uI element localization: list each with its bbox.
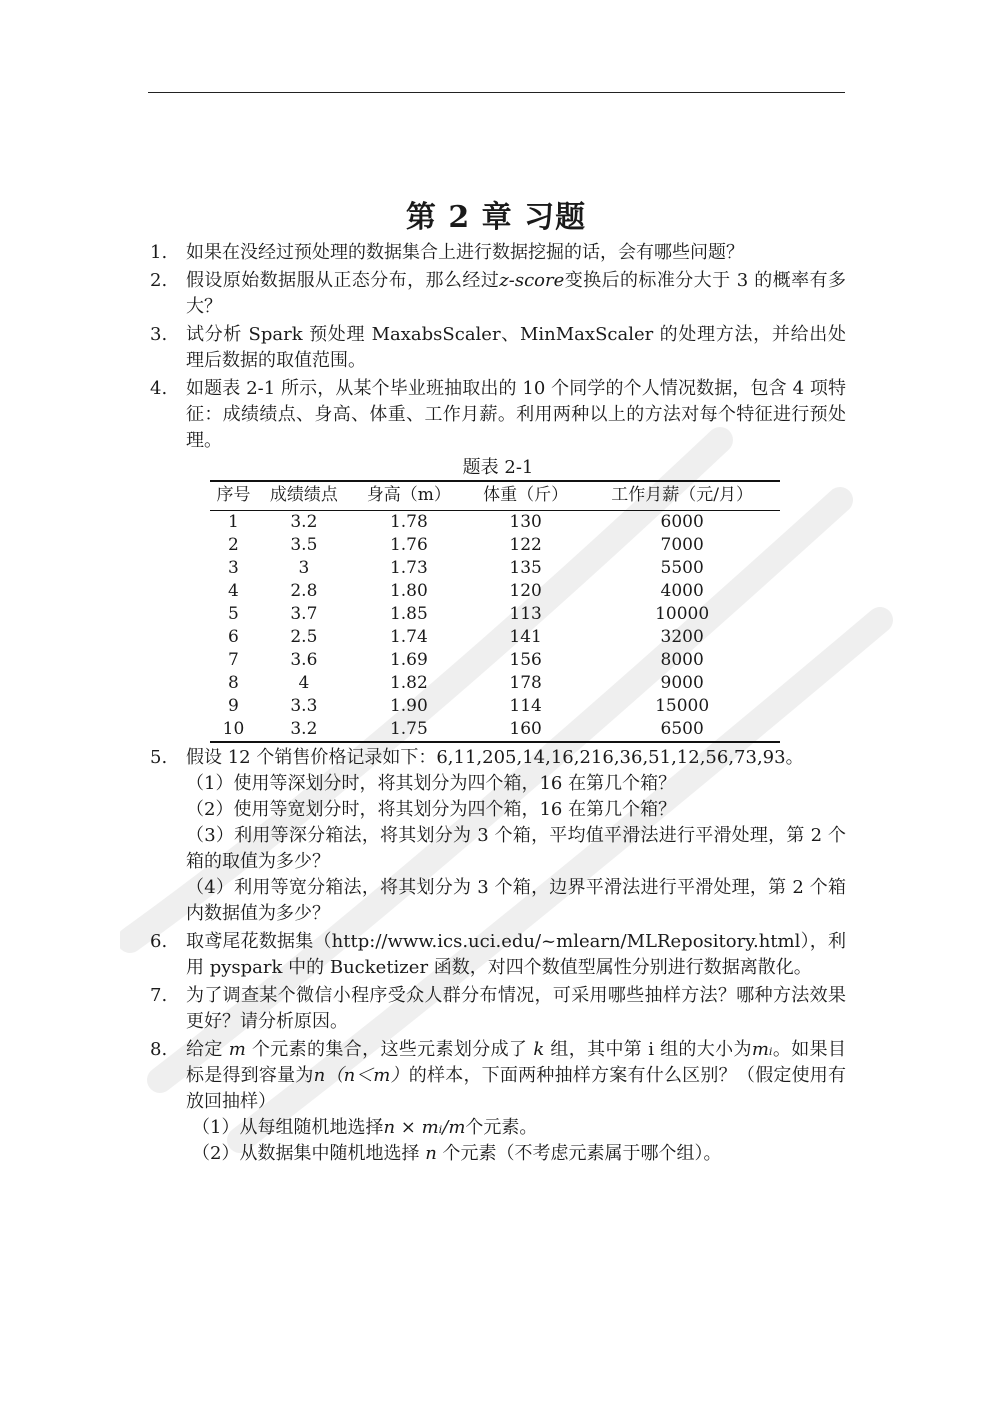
- question-4: [150, 376, 846, 743]
- sub-question: [186, 1141, 846, 1167]
- table-cell: 10: [210, 718, 257, 742]
- table-row: [210, 534, 780, 557]
- table-row: [210, 695, 780, 718]
- table-cell: 1.85: [389, 604, 428, 624]
- table-cell: 5500: [660, 558, 704, 578]
- table-body: [210, 511, 780, 743]
- question-text-part: 。如果目标是得到容量为: [186, 1039, 846, 1086]
- table-cell: 160: [467, 718, 584, 742]
- table-cell: 6500: [584, 718, 780, 742]
- question-number: 2.: [150, 270, 168, 291]
- table-header-row: [210, 481, 780, 511]
- sub-question: （2）使用等宽划分时，将其划分为四个箱，16 在第几个箱？: [186, 799, 677, 820]
- sub-question: （1）使用等深划分时，将其划分为四个箱，16 在第几个箱？: [186, 773, 677, 794]
- table-header: 成绩绩点: [257, 481, 351, 511]
- question-6: [150, 929, 846, 981]
- table-cell: 6: [228, 627, 239, 647]
- table-cell: 9000: [660, 673, 704, 693]
- table-cell: 130: [509, 512, 542, 532]
- question-text: 如题表 2-1 所示，从某个毕业班抽取出的 10 个同学的个人情况数据，包含 4 项特征：成绩绩点、身高、体重、工作月薪。利用两种以上的方法对每个特征进行预处理。: [186, 378, 846, 451]
- question-text: 如果在没经过预处理的数据集合上进行数据挖掘的话，会有哪些问题？: [186, 242, 744, 263]
- table-cell: 10000: [655, 604, 710, 624]
- question-text: [186, 1037, 846, 1115]
- table-cell: 3.3: [290, 696, 318, 716]
- question-number: 3.: [150, 324, 168, 345]
- table-cell: 1.69: [389, 650, 428, 670]
- sub-question-text: （2）从数据集中随机地选择: [192, 1143, 420, 1164]
- table-cell: 4: [228, 581, 239, 601]
- sub-question: [186, 1115, 846, 1141]
- table-cell: 114: [509, 696, 542, 716]
- table-cell: 7000: [660, 535, 704, 555]
- table-cell: 15000: [655, 696, 710, 716]
- variable-m: m: [228, 1039, 246, 1060]
- table-cell: 4: [298, 673, 310, 693]
- formula: n: [425, 1143, 437, 1164]
- question-7: [150, 983, 846, 1035]
- table-cell: 135: [509, 558, 542, 578]
- table-cell: 156: [509, 650, 542, 670]
- table-cell: 5: [228, 604, 239, 624]
- table-row: [210, 718, 780, 742]
- table-cell: 7: [228, 650, 239, 670]
- table-cell: 113: [509, 604, 542, 624]
- table-cell: 2: [228, 535, 239, 555]
- table-cell: 1.73: [389, 558, 428, 578]
- table-cell: 1.75: [351, 718, 467, 742]
- table-cell: 122: [509, 535, 542, 555]
- table-header: 工作月薪（元/月）: [584, 481, 780, 511]
- variable-n: n: [313, 1065, 326, 1086]
- question-1: [150, 240, 846, 266]
- table-header: 体重（斤）: [467, 481, 584, 511]
- question-number: 6.: [150, 931, 168, 952]
- question-2: [150, 268, 846, 320]
- question-text-part: 变换后的标准分大于 3 的概率有多大？: [186, 270, 847, 317]
- question-number: 7.: [150, 985, 168, 1006]
- table-cell: 4000: [660, 581, 704, 601]
- question-number: 5.: [150, 747, 168, 768]
- table-cell: 141: [509, 627, 542, 647]
- question-text-part: 组，其中第 i 组的大小为: [550, 1039, 752, 1060]
- table-row: [210, 603, 780, 626]
- table-row: [210, 580, 780, 603]
- table-cell: 1.82: [389, 673, 428, 693]
- formula: n × mᵢ/m: [383, 1117, 466, 1138]
- sub-question: （4）利用等宽分箱法，将其划分为 3 个箱，边界平滑法进行平滑处理，第 2 个箱内数据值为多少？: [186, 877, 846, 924]
- question-number: 4.: [150, 378, 168, 399]
- question-text: 假设 12 个销售价格记录如下：6,11,205,14,16,216,36,51,12,56,73,93。: [186, 747, 804, 768]
- table-cell: 2.5: [290, 627, 318, 647]
- table-cell: 178: [509, 673, 542, 693]
- table-cell: 1.80: [389, 581, 428, 601]
- question-3: [150, 322, 846, 374]
- question-5: [150, 745, 846, 927]
- question-text: 取鸢尾花数据集（http://www.ics.uci.edu/~mlearn/MLRepository.html），利用 pyspark 中的 Bucketizer 函数，对四个数值型属性分别进行数据离散化。: [186, 931, 846, 978]
- question-number: 1.: [150, 242, 168, 263]
- table-cell: 3.5: [290, 535, 318, 555]
- z-score-term: z-score: [499, 270, 565, 291]
- question-text: [186, 268, 846, 320]
- table-cell: 3.2: [290, 512, 318, 532]
- table-row: [210, 511, 780, 535]
- table-cell: 9: [228, 696, 239, 716]
- table-cell: 3200: [660, 627, 704, 647]
- table-cell: 1.90: [389, 696, 428, 716]
- sub-question-text: 个元素（不考虑元素属于哪个组）。: [442, 1143, 722, 1164]
- table-row: [210, 672, 780, 695]
- question-text: 为了调查某个微信小程序受众人群分布情况，可采用哪些抽样方法？哪种方法效果更好？请分析原因。: [186, 985, 846, 1032]
- sub-question-text: （1）从每组随机地选择: [192, 1117, 384, 1138]
- table-row: [210, 626, 780, 649]
- variable-k: k: [533, 1039, 545, 1060]
- question-8: [150, 1037, 846, 1167]
- table-cell: 8000: [660, 650, 704, 670]
- table-cell: 6000: [660, 512, 704, 532]
- table-cell: 120: [509, 581, 542, 601]
- table-cell: 1.78: [389, 512, 428, 532]
- question-text-part: 给定: [186, 1039, 223, 1060]
- table-row: [210, 649, 780, 672]
- sub-question-text: 个元素。: [465, 1117, 538, 1138]
- question-text-part: 个元素的集合，这些元素划分成了: [251, 1039, 528, 1060]
- exercise-list: [150, 240, 846, 1169]
- data-table: [210, 480, 780, 743]
- question-text-part: 假设原始数据服从正态分布，那么经过: [186, 270, 500, 291]
- table-cell: 3.2: [257, 718, 351, 742]
- table-cell: 1.74: [389, 627, 428, 647]
- question-number: 8.: [150, 1039, 168, 1060]
- table-cell: 3.6: [290, 650, 318, 670]
- table-header: 序号: [210, 481, 257, 511]
- table-cell: 3: [228, 558, 239, 578]
- question-text-part: 的样本，下面两种抽样方案有什么区别？（假定使用有放回抽样）: [186, 1065, 846, 1112]
- table-caption: 题表 2-1: [462, 457, 534, 478]
- question-text: 试分析 Spark 预处理 MaxabsScaler、MinMaxScaler 的处理方法，并给出处理后数据的取值范围。: [186, 324, 846, 371]
- table-cell: 1.76: [389, 535, 428, 555]
- table-row: [210, 557, 780, 580]
- table-header: 身高（m）: [351, 481, 467, 511]
- condition: （n＜m）: [325, 1065, 409, 1086]
- table-cell: 3.7: [290, 604, 318, 624]
- table-cell: 3: [298, 558, 310, 578]
- header-rule: [148, 92, 845, 93]
- table-cell: 1: [228, 512, 239, 532]
- variable-mi: mᵢ: [751, 1039, 773, 1060]
- table-cell: 2.8: [290, 581, 318, 601]
- sub-question: （3）利用等深分箱法，将其划分为 3 个箱，平均值平滑法进行平滑处理，第 2 个箱的取值为多少？: [186, 825, 846, 872]
- table-cell: 8: [228, 673, 239, 693]
- page-title: 第 2 章 习题: [405, 200, 587, 236]
